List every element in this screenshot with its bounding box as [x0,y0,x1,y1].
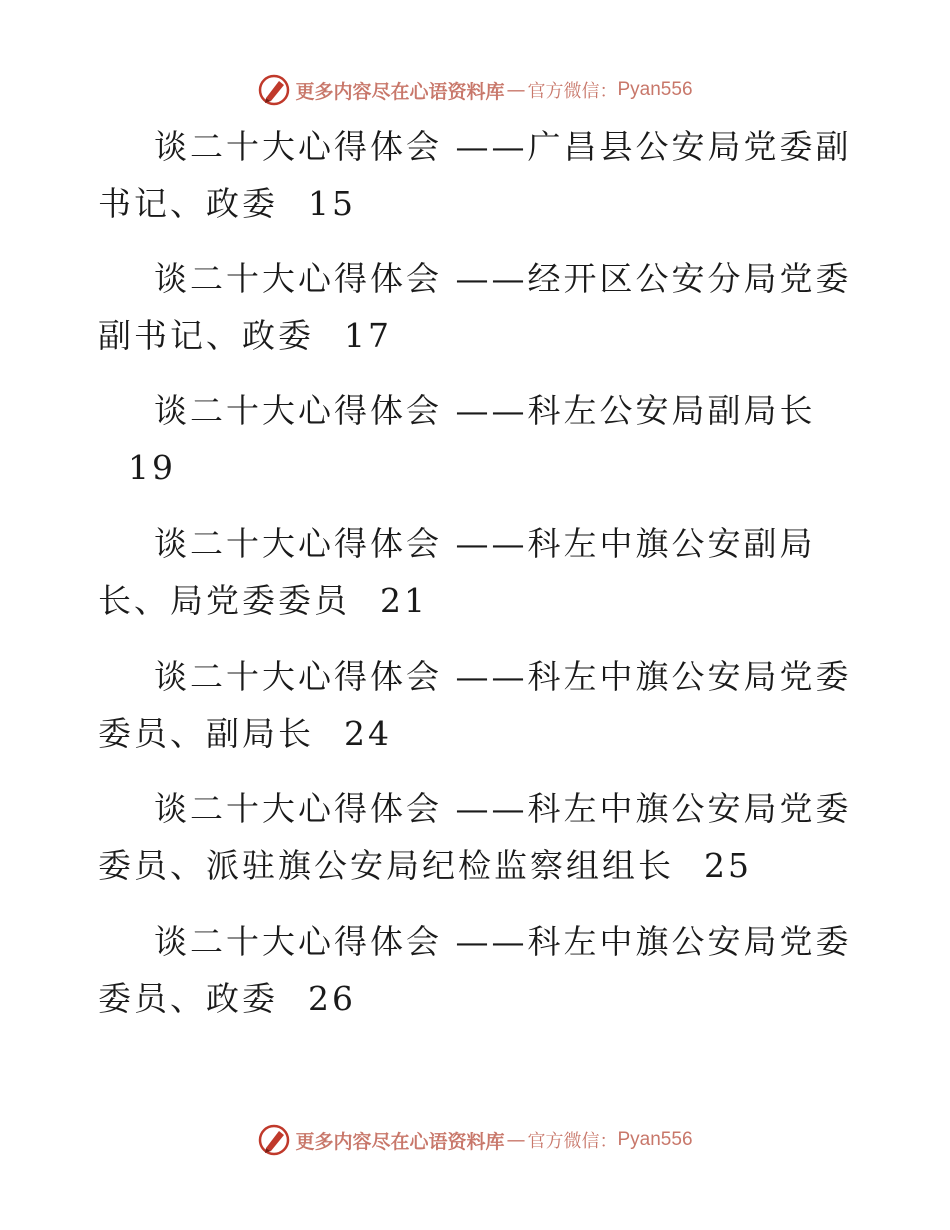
toc-entry[interactable] [98,648,858,762]
toc-entry[interactable] [98,250,858,364]
toc-entry-title: 谈二十大心得体会 ——科左公安局副局长 [154,391,816,430]
toc-entry-title: 谈二十大心得体会 ——科左中旗公安副局长、局党委委员 [98,524,816,620]
toc-entry[interactable] [98,515,858,629]
toc-entry[interactable] [98,382,858,496]
toc-entry-title: 谈二十大心得体会 ——广昌县公安局党委副书记、政委 [98,127,852,223]
pen-logo-icon [257,73,291,107]
banner-slogan: 更多内容尽在心语资料库 [295,1130,505,1153]
toc-entry-title: 谈二十大心得体会 ——科左中旗公安局党委委员、副局长 [98,657,852,753]
banner-dash: — [506,79,526,101]
toc-entry-page: 26 [308,979,356,1018]
toc-entry-title: 谈二十大心得体会 ——科左中旗公安局党委委员、政委 [98,922,852,1018]
pen-logo-icon [257,1123,291,1157]
toc-entry-page: 17 [344,316,392,355]
toc-entry-title: 谈二十大心得体会 ——科左中旗公安局党委委员、派驻旗公安局纪检监察组组长 [98,789,852,885]
toc-entry[interactable] [98,780,858,894]
footer-banner [0,1120,950,1160]
banner-dash: — [506,1129,526,1151]
toc-entry-page: 15 [308,184,356,223]
toc-entry-title: 谈二十大心得体会 ——经开区公安分局党委副书记、政委 [98,259,852,355]
toc-entry[interactable] [98,118,858,232]
toc-entry-page: 24 [344,714,392,753]
banner-wechat-label: 官方微信： [527,81,618,102]
toc-entry-page: 21 [380,581,428,620]
toc-entry[interactable] [98,913,858,1027]
banner-wechat-id: Pyan556 [617,1129,693,1150]
banner-wechat-id: Pyan556 [617,79,693,100]
toc-entry-page: 19 [128,448,176,487]
header-banner [0,70,950,110]
banner-slogan: 更多内容尽在心语资料库 [295,80,505,103]
banner-wechat-label: 官方微信： [527,1131,618,1152]
toc-entry-page: 25 [704,846,752,885]
